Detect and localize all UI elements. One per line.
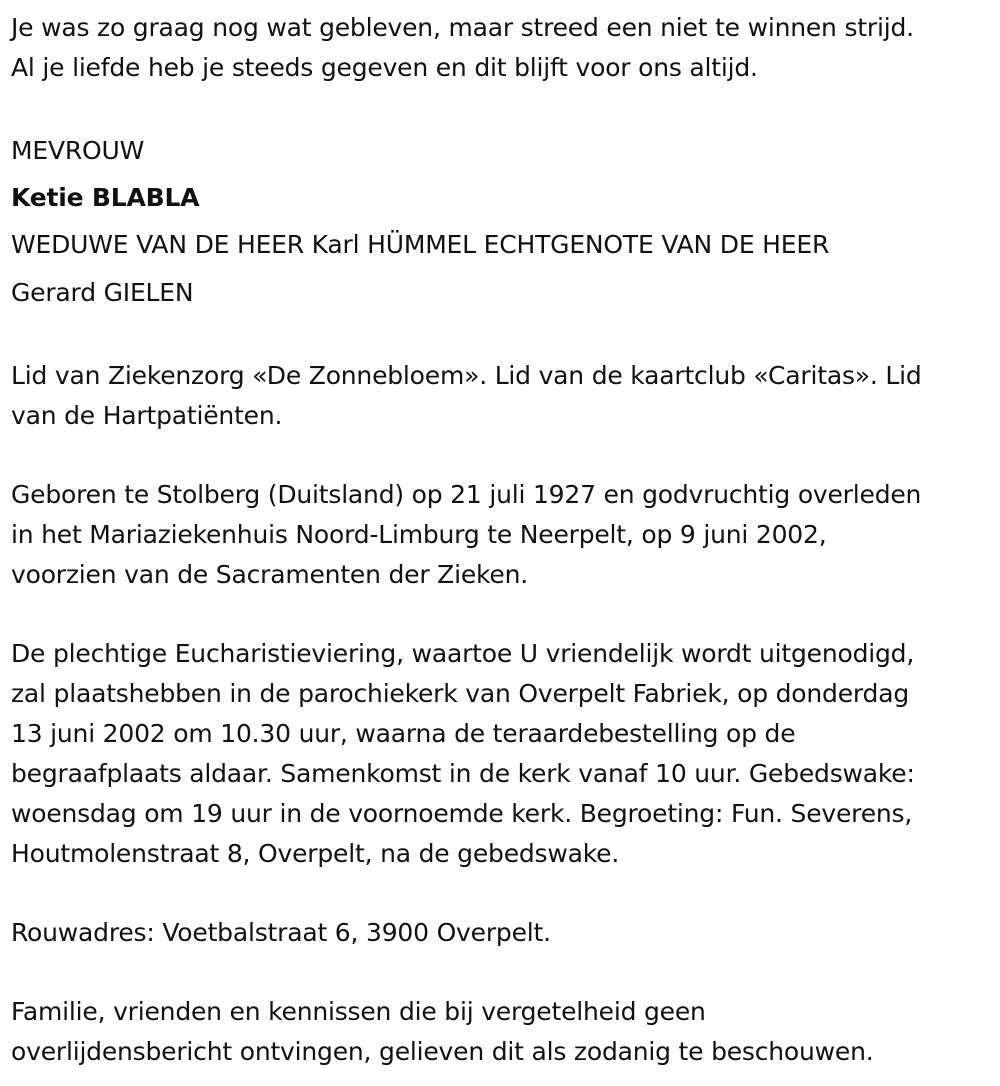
paragraph-line: zal plaatshebben in de parochiekerk van Overpelt Fabriek, op donderdag: [11, 679, 909, 708]
closing-paragraph: [11, 992, 996, 1072]
deceased-name: Ketie BLABLA: [11, 183, 200, 212]
address-paragraph: [11, 913, 996, 953]
paragraph-line: voorzien van de Sacramenten der Zieken.: [11, 560, 528, 589]
paragraph-line: Houtmolenstraat 8, Overpelt, na de gebedswake.: [11, 839, 620, 868]
ceremony-paragraph: [11, 634, 996, 874]
paragraph-line: Lid van Ziekenzorg «De Zonnebloem». Lid van de kaartclub «Caritas». Lid: [11, 361, 922, 390]
paragraph-line: woensdag om 19 uur in de voornoemde kerk. Begroeting: Fun. Severens,: [11, 799, 913, 828]
deceased-relation: WEDUWE VAN DE HEER Karl HÜMMEL ECHTGENOTE VAN DE HEER: [11, 230, 830, 259]
deceased-title: MEVROUW: [11, 136, 145, 165]
paragraph-line: 13 juni 2002 om 10.30 uur, waarna de teraardebestelling op de: [11, 719, 796, 748]
deceased-block: [11, 127, 996, 317]
poem-block: [11, 8, 996, 88]
paragraph-line: van de Hartpatiënten.: [11, 401, 283, 430]
memberships-paragraph: [11, 356, 996, 436]
paragraph-line: overlijdensbericht ontvingen, gelieven dit als zodanig te beschouwen.: [11, 1037, 874, 1066]
paragraph-line: Geboren te Stolberg (Duitsland) op 21 juli 1927 en godvruchtig overleden: [11, 480, 922, 509]
paragraph-line: De plechtige Eucharistieviering, waartoe U vriendelijk wordt uitgenodigd,: [11, 639, 915, 668]
poem-line: Je was zo graag nog wat gebleven, maar streed een niet te winnen strijd.: [11, 13, 914, 42]
birth-death-paragraph: [11, 475, 996, 595]
obituary-document: [11, 8, 996, 1072]
deceased-relation: Gerard GIELEN: [11, 278, 194, 307]
poem-line: Al je liefde heb je steeds gegeven en dit blijft voor ons altijd.: [11, 53, 758, 82]
mourning-address: Rouwadres: Voetbalstraat 6, 3900 Overpelt.: [11, 918, 551, 947]
paragraph-line: in het Mariaziekenhuis Noord-Limburg te Neerpelt, op 9 juni 2002,: [11, 520, 827, 549]
paragraph-line: Familie, vrienden en kennissen die bij vergetelheid geen: [11, 997, 706, 1026]
paragraph-line: begraafplaats aldaar. Samenkomst in de kerk vanaf 10 uur. Gebedswake:: [11, 759, 915, 788]
